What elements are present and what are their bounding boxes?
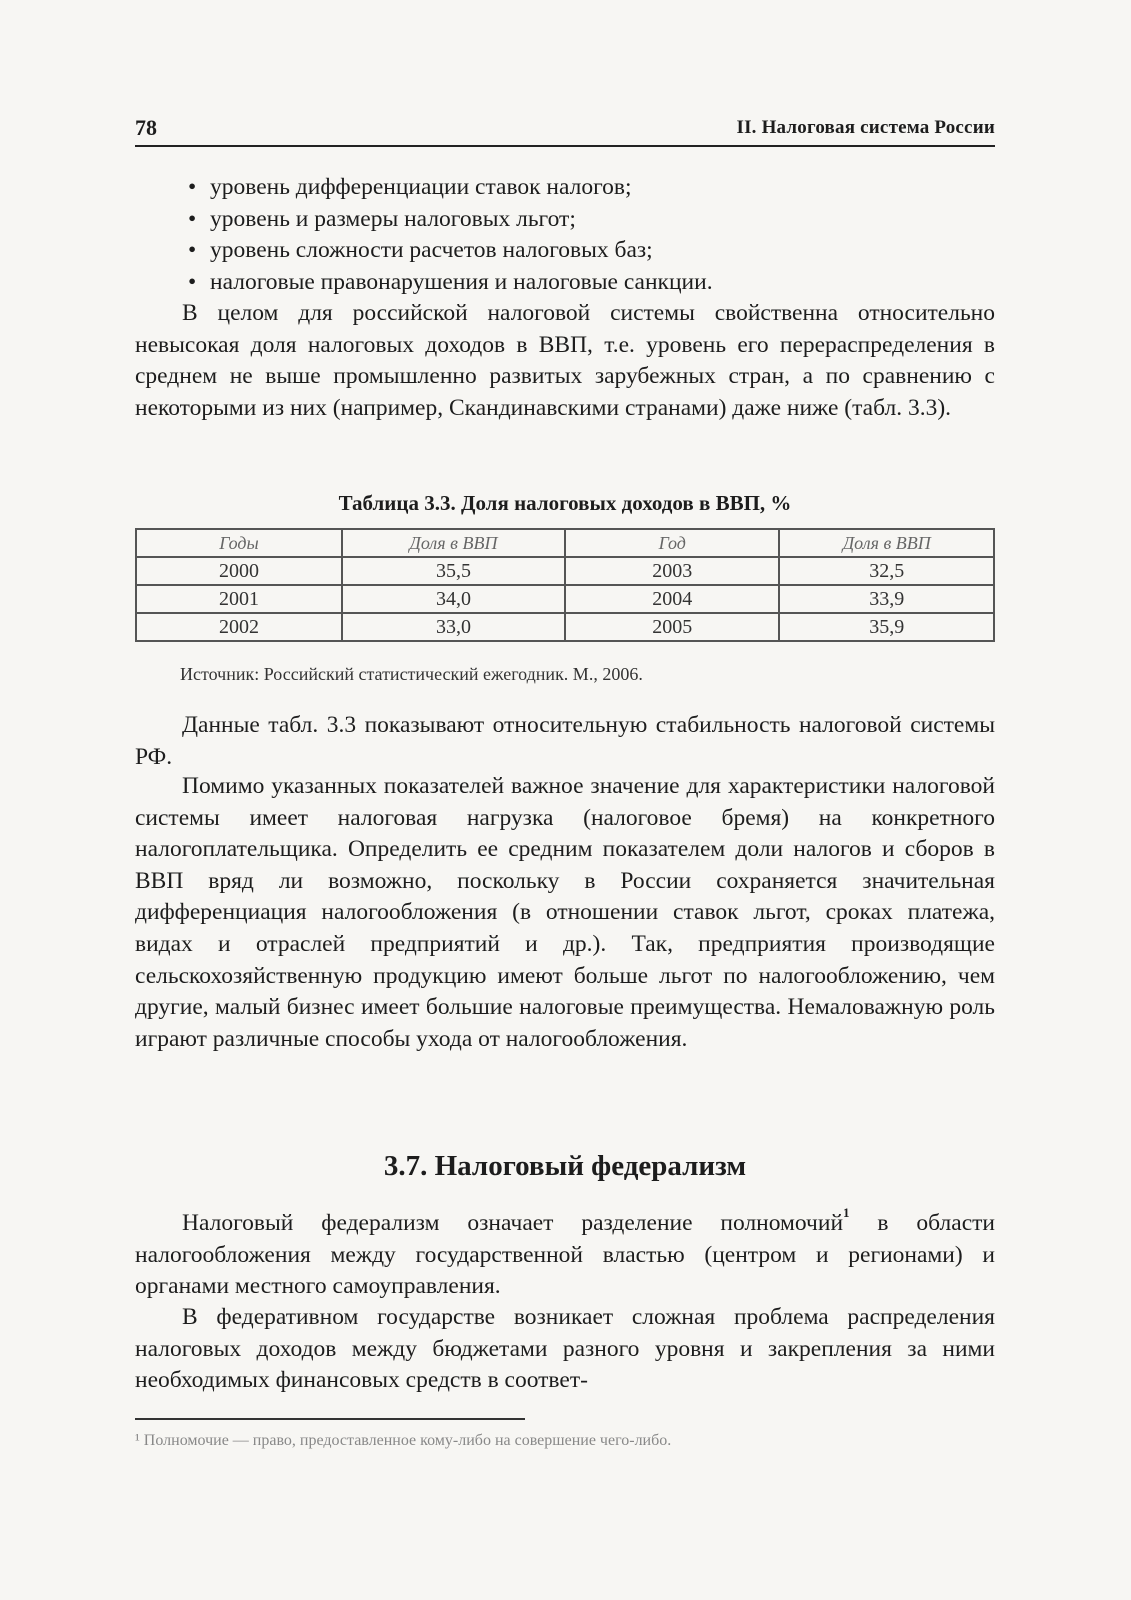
page-header: [135, 115, 995, 147]
table-cell: 2000: [136, 557, 342, 585]
paragraph-federal-state: [135, 1302, 995, 1397]
table-row: [136, 585, 994, 613]
footnote-marker[interactable]: 1: [843, 1205, 850, 1220]
column-header-year: Год: [565, 529, 780, 557]
running-title: II. Налоговая система России: [736, 117, 995, 138]
paragraph-text: В федеративном государстве возникает сложная проблема распределения налоговых доходов между бюджетами разного уровня и закрепления за ними необходимых финансовых средств в соответ-: [135, 1304, 995, 1394]
table-cell: 33,9: [779, 585, 994, 613]
column-header-share: Доля в ВВП: [779, 529, 994, 557]
paragraph-stability: [135, 710, 995, 773]
paragraph-tax-burden: [135, 771, 995, 1055]
table-source-note: Источник: Российский статистический ежегодник. М., 2006.: [180, 664, 643, 684]
bullet-item: • уровень и размеры налоговых льгот;: [135, 204, 995, 236]
bullet-item: • налоговые правонарушения и налоговые санкции.: [135, 267, 995, 299]
table-cell: 2001: [136, 585, 342, 613]
table-cell: 35,5: [342, 557, 565, 585]
column-header-share: Доля в ВВП: [342, 529, 565, 557]
table-cell: 2002: [136, 613, 342, 641]
footnote-divider: [135, 1418, 525, 1420]
table-cell: 32,5: [779, 557, 994, 585]
table-cell: 2004: [565, 585, 780, 613]
table-caption: Таблица 3.3. Доля налоговых доходов в ВВП, %: [338, 491, 792, 515]
paragraph-text-part: Налоговый федерализм означает разделение полномочий: [182, 1210, 844, 1236]
table-header-row: [136, 529, 994, 557]
table-cell: 2005: [565, 613, 780, 641]
section-heading: 3.7. Налоговый федерализм: [383, 1150, 747, 1182]
tax-share-table: [135, 528, 995, 642]
paragraph-text: Данные табл. 3.3 показывают относительную стабильность налоговой системы РФ.: [135, 712, 995, 770]
table-cell: 2003: [565, 557, 780, 585]
paragraph-federalism-definition: [135, 1205, 995, 1303]
paragraph-text: Помимо указанных показателей важное значение для характеристики налоговой системы имеет налоговая нагрузка (налоговое бремя) на конкретного налогоплательщика. Определить ее средним показателем доли налогов и сборов в ВВП вряд ли возможно, поскольку в России сохраняется значительная дифференциация налогообложения (в отношении ставок льгот, сроках платежа, видах и отраслей предприятий и др.). Так, предприятия производящие сельскохозяйственную продукцию имеют больше льгот по налогообложению, чем другие, малый бизнес имеет большие налоговые преимущества. Немаловажную роль играют различные способы ухода от налогообложения.: [135, 773, 995, 1052]
bullet-item: • уровень дифференциации ставок налогов;: [135, 172, 995, 204]
table-row: [136, 613, 994, 641]
paragraph-text: В целом для российской налоговой системы свойственна относительно невысокая доля налоговых доходов в ВВП, т.е. уровень его перераспределения в среднем не выше промышленно развитых зарубежных стран, а по сравнению с некоторыми из них (например, Скандинавскими странами) даже ниже (табл. 3.3).: [135, 300, 995, 421]
page-number: 78: [135, 115, 157, 140]
table-cell: 35,9: [779, 613, 994, 641]
column-header-years: Годы: [136, 529, 342, 557]
footnote-text: ¹ Полномочие — право, предоставленное кому-либо на совершение чего-либо.: [135, 1432, 672, 1449]
bullet-item: • уровень сложности расчетов налоговых баз;: [135, 235, 995, 267]
table-cell: 33,0: [342, 613, 565, 641]
paragraph-text: [135, 1205, 995, 1303]
table-row: [136, 557, 994, 585]
table-cell: 34,0: [342, 585, 565, 613]
paragraph-tax-share: [135, 298, 995, 424]
bullet-list: [135, 172, 995, 298]
paragraph-text-part: в области налогообложения между государственной властью (центром и регионами) и органами местного самоуправления.: [135, 1210, 995, 1300]
